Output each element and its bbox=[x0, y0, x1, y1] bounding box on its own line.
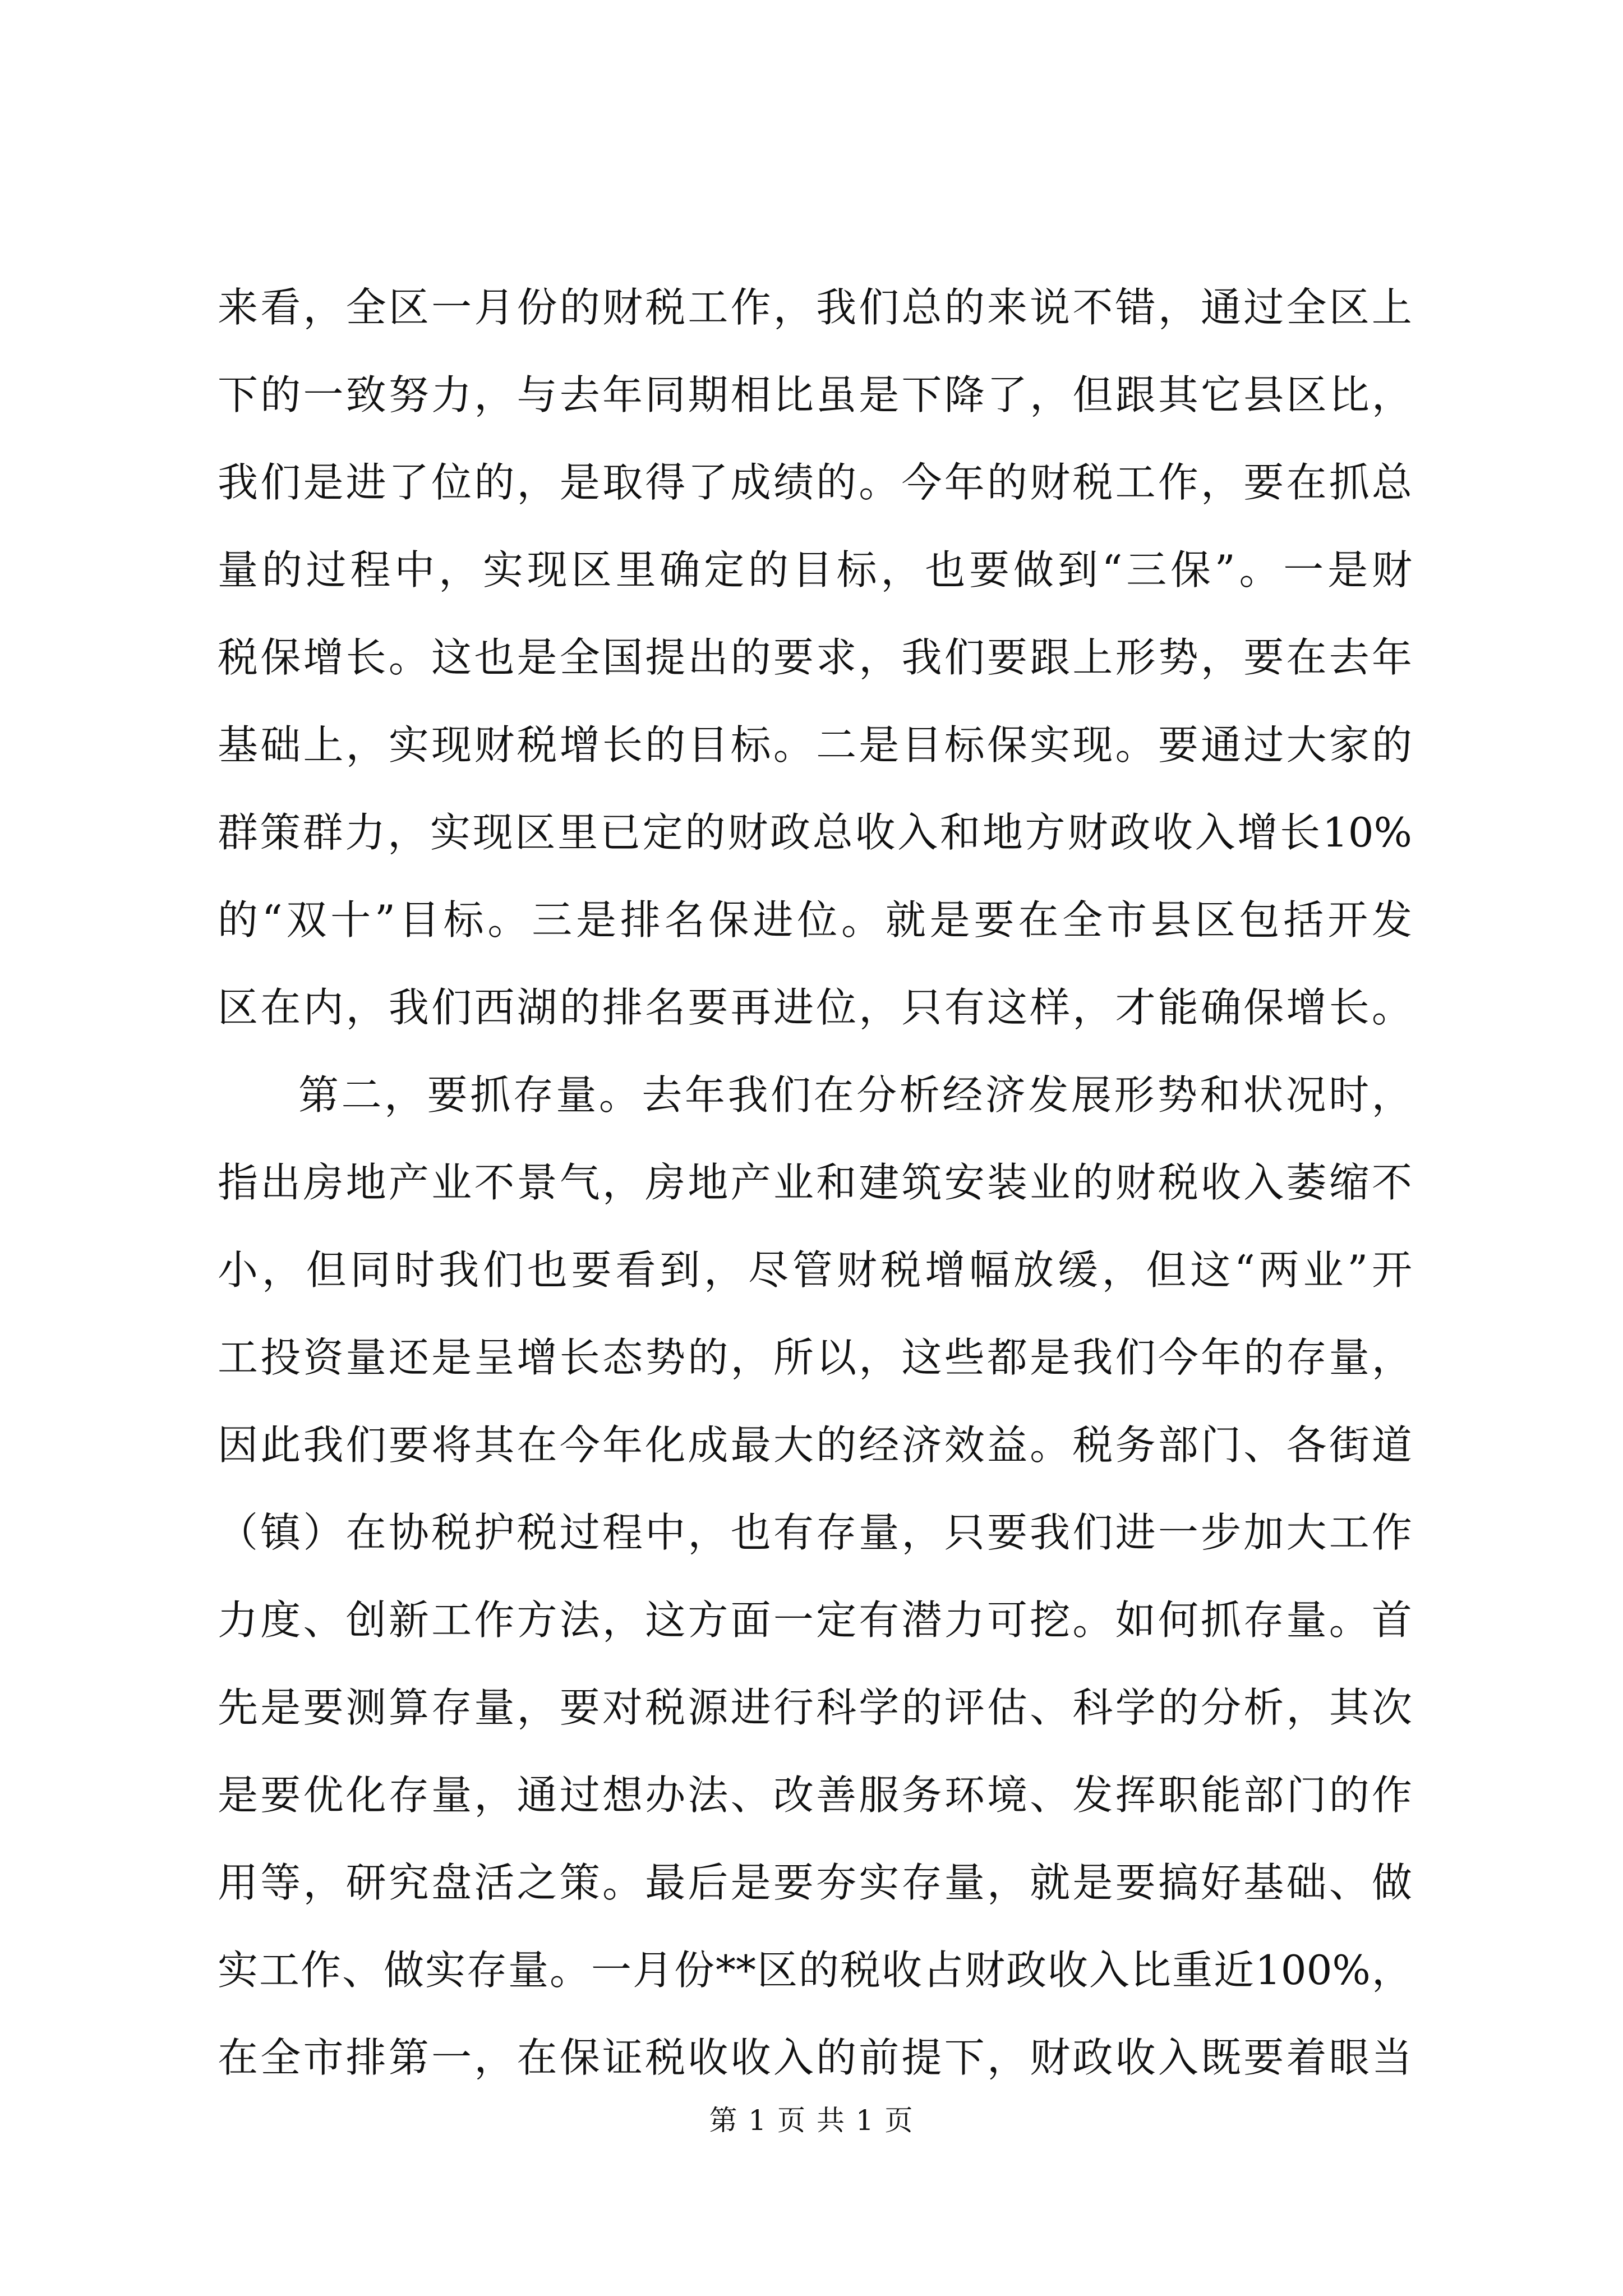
text-line-3: 我 们 是 进 了 位 的 ， 是 取 得 了 成 绩 的 。 今 年 的 财 税 工 作 ， 要 在 抓 总 bbox=[218, 459, 1412, 506]
text-line-11: 指 出 房 地 产 业 不 景 气 ， 房 地 产 业 和 建 筑 安 装 业 的 财 税 收 入 萎 缩 不 bbox=[218, 1159, 1412, 1206]
text-line-10: 第 二 ， 要 抓 存 量 。 去 年 我 们 在 分 析 经 济 发 展 形 势 和 状 况 时 ， bbox=[298, 1071, 1412, 1119]
text-line-14: 因 此 我 们 要 将 其 在 今 年 化 成 最 大 的 经 济 效 益 。 税 务 部 门 、 各 街 道 bbox=[218, 1421, 1412, 1469]
text-line-7: 群 策 群 力 ， 实 现 区 里 已 定 的 财 政 总 收 入 和 地 方 财 政 收 入 增 长 10% bbox=[218, 809, 1412, 856]
text-line-6: 基 础 上 ， 实 现 财 税 增 长 的 目 标 。 二 是 目 标 保 实 现 。 要 通 过 大 家 的 bbox=[218, 721, 1412, 769]
text-line-15: （ 镇 ） 在 协 税 护 税 过 程 中 ， 也 有 存 量 ， 只 要 我 们 进 一 步 加 大 工 作 bbox=[218, 1509, 1412, 1556]
text-line-2: 下 的 一 致 努 力 ， 与 去 年 同 期 相 比 虽 是 下 降 了 ， 但 跟 其 它 县 区 比 ， bbox=[218, 371, 1412, 418]
text-line-5: 税 保 增 长 。 这 也 是 全 国 提 出 的 要 求 ， 我 们 要 跟 上 形 势 ， 要 在 去 年 bbox=[218, 634, 1412, 681]
text-line-16: 力 度 、 创 新 工 作 方 法 ， 这 方 面 一 定 有 潜 力 可 挖 。 如 何 抓 存 量 。 首 bbox=[218, 1596, 1412, 1644]
page-footer: 第 1 页 共 1 页 bbox=[709, 2104, 914, 2137]
text-line-1: 来 看 ， 全 区 一 月 份 的 财 税 工 作 ， 我 们 总 的 来 说 不 错 ， 通 过 全 区 上 bbox=[218, 284, 1412, 331]
text-line-8: 的 “ 双 十 ” 目 标 。 三 是 排 名 保 进 位 。 就 是 要 在 全 市 县 区 包 括 开 发 bbox=[218, 896, 1412, 944]
text-line-4: 量 的 过 程 中 ， 实 现 区 里 确 定 的 目 标 ， 也 要 做 到 “ 三 保 ” 。 一 是 财 bbox=[218, 546, 1412, 593]
text-line-9: 区 在 内 ， 我 们 西 湖 的 排 名 要 再 进 位 ， 只 有 这 样 ， 才 能 确 保 增 长 。 bbox=[218, 984, 1412, 1031]
text-line-13: 工 投 资 量 还 是 呈 增 长 态 势 的 ， 所 以 ， 这 些 都 是 我 们 今 年 的 存 量 ， bbox=[218, 1334, 1412, 1381]
text-line-19: 用 等 ， 研 究 盘 活 之 策 。 最 后 是 要 夯 实 存 量 ， 就 是 要 搞 好 基 础 、 做 bbox=[218, 1859, 1412, 1906]
text-line-12: 小 ， 但 同 时 我 们 也 要 看 到 ， 尽 管 财 税 增 幅 放 缓 ， 但 这 “ 两 业 ” 开 bbox=[218, 1246, 1412, 1294]
text-line-21: 在 全 市 排 第 一 ， 在 保 证 税 收 收 入 的 前 提 下 ， 财 政 收 入 既 要 着 眼 当 bbox=[218, 2034, 1412, 2081]
text-line-18: 是 要 优 化 存 量 ， 通 过 想 办 法 、 改 善 服 务 环 境 、 发 挥 职 能 部 门 的 作 bbox=[218, 1772, 1412, 1819]
text-line-20: 实 工 作 、 做 实 存 量 。 一 月 份 ** 区 的 税 收 占 财 政 收 入 比 重 近 100% ， bbox=[218, 1947, 1412, 1994]
document-body bbox=[218, 264, 1412, 2101]
text-line-17: 先 是 要 测 算 存 量 ， 要 对 税 源 进 行 科 学 的 评 估 、 科 学 的 分 析 ， 其 次 bbox=[218, 1684, 1412, 1731]
